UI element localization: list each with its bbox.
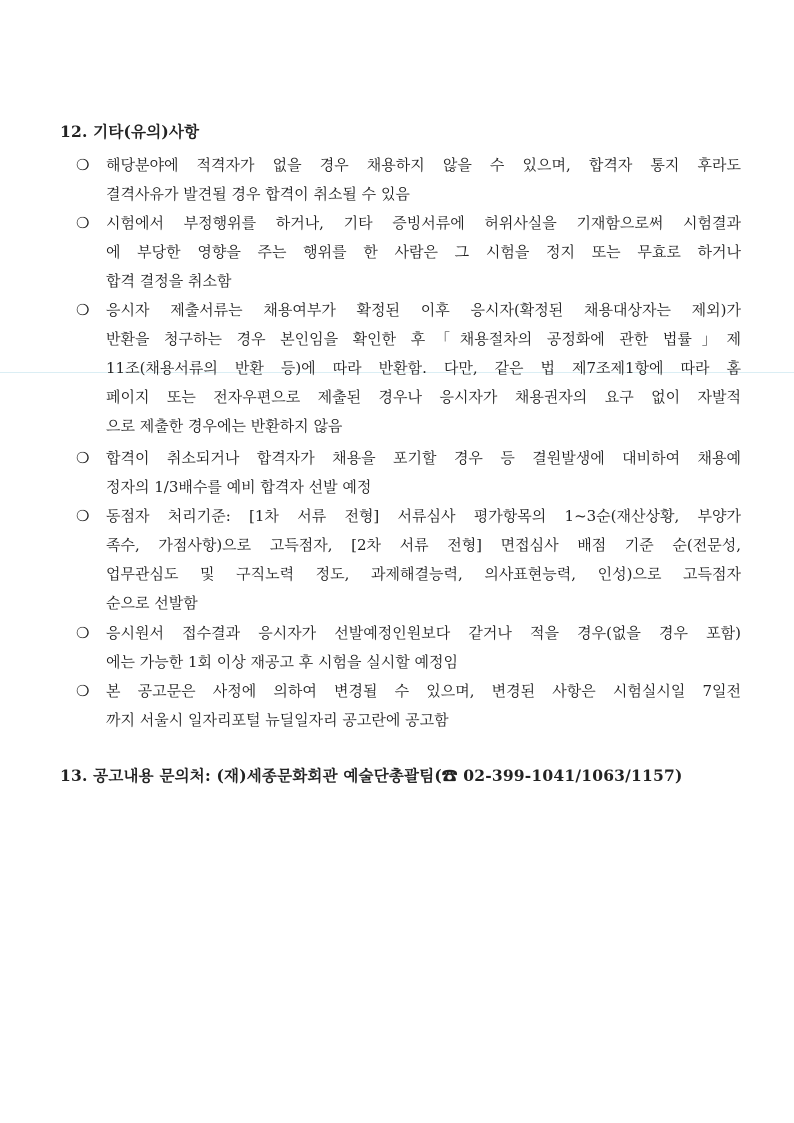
notice-item-line: 시험에서 부정행위를 하거나, 기타 증빙서류에 허위사실을 기재함으로써 시험결과 bbox=[106, 214, 741, 232]
notice-item-line: 합격이 취소되거나 합격자가 채용을 포기할 경우 등 결원발생에 대비하여 채용예 bbox=[106, 449, 741, 467]
bullet-circle-icon: ❍ bbox=[76, 507, 90, 525]
notice-item-line: 까지 서울시 일자리포털 뉴딜일자리 공고란에 공고함 bbox=[106, 711, 449, 729]
bullet-circle-icon: ❍ bbox=[76, 682, 90, 700]
bullet-circle-icon: ❍ bbox=[76, 449, 90, 467]
notice-item-line: 결격사유가 발견될 경우 합격이 취소될 수 있음 bbox=[106, 185, 410, 203]
notice-item-line: 응시원서 접수결과 응시자가 선발예정인원보다 같거나 적을 경우(없을 경우 포함) bbox=[106, 624, 741, 642]
bullet-circle-icon: ❍ bbox=[76, 156, 90, 174]
bullet-circle-icon: ❍ bbox=[76, 301, 90, 319]
notice-item-line: 본 공고문은 사정에 의하여 변경될 수 있으며, 변경된 사항은 시험실시일 7일전 bbox=[106, 682, 741, 700]
notice-item-line: 11조(채용서류의 반환 등)에 따라 반환함. 다만, 같은 법 제7조제1항에 따라 홈 bbox=[106, 359, 741, 377]
notice-item-line: 에 부당한 영향을 주는 행위를 한 사람은 그 시험을 정지 또는 무효로 하거나 bbox=[106, 243, 741, 261]
section-12-heading: 12. 기타(유의)사항 bbox=[60, 122, 200, 141]
notice-item-line: 족수, 가점사항)으로 고득점자, [2차 서류 전형] 면접심사 배점 기준 순(전문성, bbox=[106, 536, 741, 554]
notice-item-line: 합격 결정을 취소함 bbox=[106, 272, 232, 290]
notice-item-line: 정자의 1/3배수를 예비 합격자 선발 예정 bbox=[106, 478, 372, 496]
bullet-circle-icon: ❍ bbox=[76, 624, 90, 642]
notice-item-line: 순으로 선발함 bbox=[106, 594, 198, 612]
notice-item-line: 페이지 또는 전자우편으로 제출된 경우나 응시자가 채용권자의 요구 없이 자발적 bbox=[106, 388, 741, 406]
notice-item-line: 응시자 제출서류는 채용여부가 확정된 이후 응시자(확정된 채용대상자는 제외)가 bbox=[106, 301, 741, 319]
notice-item-line: 해당분야에 적격자가 없을 경우 채용하지 않을 수 있으며, 합격자 통지 후라도 bbox=[106, 156, 741, 174]
notice-item-line: 반환을 청구하는 경우 본인임을 확인한 후「채용절차의 공정화에 관한 법률」제 bbox=[106, 330, 741, 348]
notice-item-line: 에는 가능한 1회 이상 재공고 후 시험을 실시할 예정임 bbox=[106, 653, 458, 671]
notice-item-line: 으로 제출한 경우에는 반환하지 않음 bbox=[106, 417, 343, 435]
notice-item-line: 동점자 처리기준: [1차 서류 전형] 서류심사 평가항목의 1~3순(재산상황, 부양가 bbox=[106, 507, 741, 525]
section-13-contact-heading: 13. 공고내용 문의처: (재)세종문화회관 예술단총괄팀(☎ 02-399-1041/1063/1157) bbox=[60, 766, 683, 785]
notice-item-line: 업무관심도 및 구직노력 정도, 과제해결능력, 의사표현능력, 인성)으로 고득점자 bbox=[106, 565, 741, 583]
bullet-circle-icon: ❍ bbox=[76, 214, 90, 232]
